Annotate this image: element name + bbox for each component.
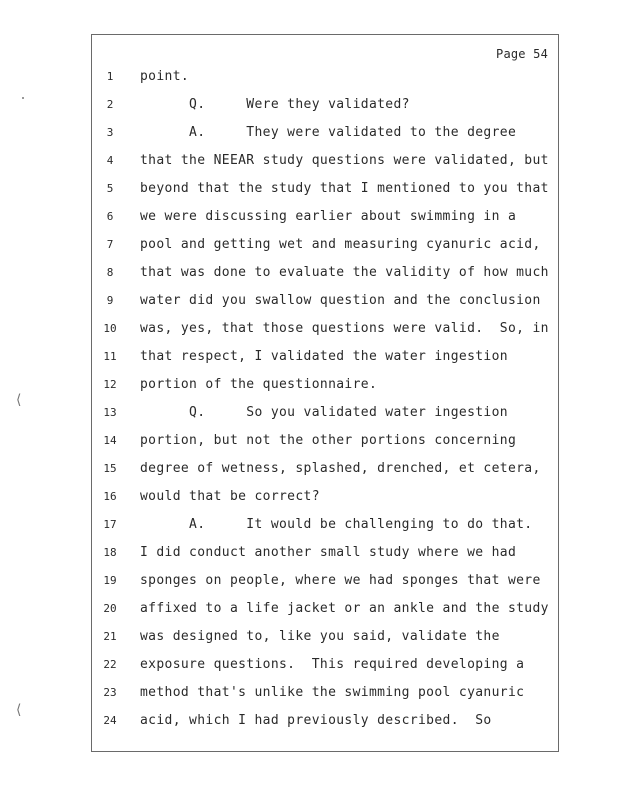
- line-text: I did conduct another small study where we had: [140, 545, 517, 560]
- line-text: Q. So you validated water ingestion: [140, 405, 508, 420]
- transcript-line: [92, 235, 558, 255]
- line-text: pool and getting wet and measuring cyanuric acid,: [140, 237, 541, 252]
- transcript-line: [92, 543, 558, 563]
- line-number: 15: [103, 462, 117, 475]
- line-text: A. They were validated to the degree: [140, 125, 517, 140]
- line-text: sponges on people, where we had sponges that were: [140, 573, 541, 588]
- transcript-line: [92, 123, 558, 143]
- line-text: acid, which I had previously described. So: [140, 713, 492, 728]
- line-number: 2: [106, 98, 114, 111]
- line-text: degree of wetness, splashed, drenched, et cetera,: [140, 461, 541, 476]
- line-text: was designed to, like you said, validate the: [140, 629, 500, 644]
- line-number: 14: [103, 434, 117, 447]
- transcript-line: [92, 207, 558, 227]
- transcript-line: [92, 263, 558, 283]
- line-text: portion, but not the other portions concerning: [140, 433, 517, 448]
- line-text: exposure questions. This required developing a: [140, 657, 525, 672]
- line-text: that the NEEAR study questions were validated, but: [140, 153, 549, 168]
- line-number: 19: [103, 574, 117, 587]
- line-number: 11: [103, 350, 117, 363]
- line-text: would that be correct?: [140, 489, 320, 504]
- line-number: 3: [106, 126, 114, 139]
- transcript-line: [92, 683, 558, 703]
- transcript-line: [92, 319, 558, 339]
- line-number: 18: [103, 546, 117, 559]
- transcript-line: [92, 431, 558, 451]
- line-text: that respect, I validated the water ingestion: [140, 349, 508, 364]
- line-number: 13: [103, 406, 117, 419]
- transcript-line: [92, 599, 558, 619]
- line-number: 5: [106, 182, 114, 195]
- line-text: affixed to a life jacket or an ankle and the study: [140, 601, 549, 616]
- page-number: Page 54: [496, 47, 548, 61]
- transcript-line: [92, 711, 558, 731]
- transcript-line: [92, 151, 558, 171]
- line-text: we were discussing earlier about swimming in a: [140, 209, 517, 224]
- line-text: Q. Were they validated?: [140, 97, 410, 112]
- transcript-line: [92, 459, 558, 479]
- transcript-line: [92, 95, 558, 115]
- line-number: 7: [106, 238, 114, 251]
- line-number: 20: [103, 602, 117, 615]
- line-text: point.: [140, 69, 190, 84]
- transcript-line: [92, 515, 558, 535]
- line-number: 22: [103, 658, 117, 671]
- line-number: 21: [103, 630, 117, 643]
- line-text: that was done to evaluate the validity of how much: [140, 265, 549, 280]
- line-number: 24: [103, 714, 117, 727]
- line-text: method that's unlike the swimming pool cyanuric: [140, 685, 525, 700]
- transcript-line: [92, 67, 558, 87]
- line-number: 12: [103, 378, 117, 391]
- transcript-line: [92, 627, 558, 647]
- line-text: beyond that the study that I mentioned to you that: [140, 181, 549, 196]
- line-number: 16: [103, 490, 117, 503]
- line-number: 8: [106, 266, 114, 279]
- transcript-line: [92, 487, 558, 507]
- line-text: was, yes, that those questions were valid. So, in: [140, 321, 549, 336]
- transcript-line: [92, 347, 558, 367]
- line-number: 9: [106, 294, 114, 307]
- transcript-line: [92, 179, 558, 199]
- margin-mark: ⟨: [16, 392, 22, 408]
- transcript-page: [91, 34, 559, 752]
- line-text: water did you swallow question and the conclusion: [140, 293, 541, 308]
- line-number: 6: [106, 210, 114, 223]
- scan-artifact: [22, 97, 24, 99]
- transcript-line: [92, 655, 558, 675]
- transcript-line: [92, 375, 558, 395]
- line-number: 1: [106, 70, 114, 83]
- line-number: 23: [103, 686, 117, 699]
- line-number: 4: [106, 154, 114, 167]
- line-text: portion of the questionnaire.: [140, 377, 378, 392]
- margin-mark: ⟨: [16, 702, 22, 718]
- transcript-line: [92, 403, 558, 423]
- line-text: A. It would be challenging to do that.: [140, 517, 533, 532]
- transcript-line: [92, 571, 558, 591]
- transcript-line: [92, 291, 558, 311]
- line-number: 10: [103, 322, 117, 335]
- line-number: 17: [103, 518, 117, 531]
